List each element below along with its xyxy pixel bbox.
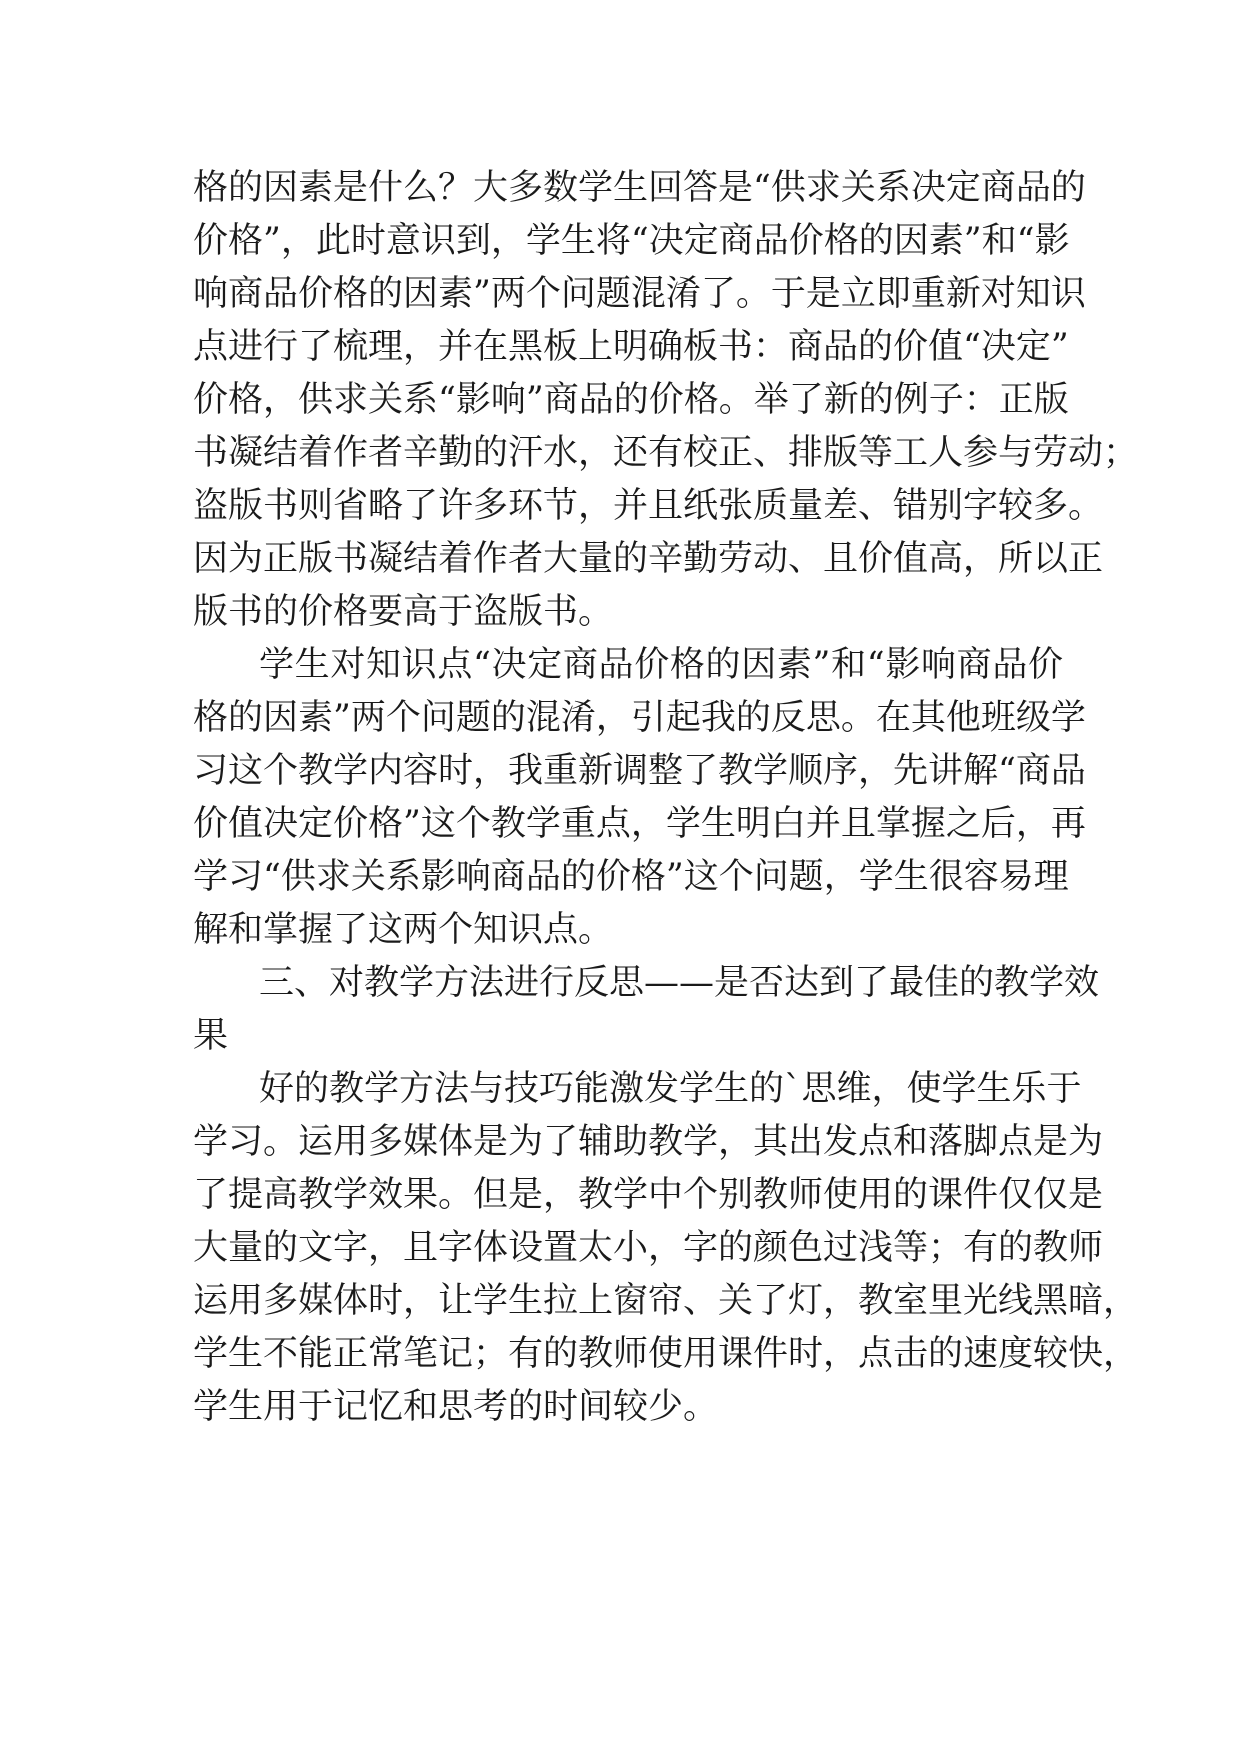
text-line: 价格，供求关系“影响”商品的价格。举了新的例子：正版 (193, 380, 1069, 420)
text-line: 格的因素是什么？大多数学生回答是“供求关系决定商品的 (193, 168, 1086, 208)
text-line: 点进行了梳理，并在黑板上明确板书：商品的价值“决定” (193, 327, 1069, 367)
text-line: 习这个教学内容时，我重新调整了教学顺序，先讲解“商品 (193, 751, 1086, 791)
text-line: 价值决定价格”这个教学重点，学生明白并且掌握之后，再 (193, 804, 1086, 844)
text-line: 响商品价格的因素”两个问题混淆了。于是立即重新对知识 (193, 274, 1086, 314)
text-line: 学习“供求关系影响商品的价格”这个问题，学生很容易理 (193, 857, 1069, 897)
text-line: 大量的文字，且字体设置太小，字的颜色过浅等；有的教师 (193, 1228, 1104, 1268)
section-heading-continued: 果 (193, 1016, 229, 1056)
text-line: 版书的价格要高于盗版书。 (193, 592, 614, 632)
text-line: 运用多媒体时，让学生拉上窗帘、关了灯，教室里光线黑暗， (193, 1281, 1139, 1321)
text-line: 格的因素”两个问题的混淆，引起我的反思。在其他班级学 (193, 698, 1086, 738)
text-line: 盗版书则省略了许多环节，并且纸张质量差、错别字较多。 (193, 486, 1104, 526)
paragraph-first-line: 好的教学方法与技巧能激发学生的`思维，使学生乐于 (259, 1069, 1082, 1109)
text-line: 学生用于记忆和思考的时间较少。 (193, 1387, 719, 1427)
text-line: 书凝结着作者辛勤的汗水，还有校正、排版等工人参与劳动； (193, 433, 1139, 473)
text-line: 价格”，此时意识到，学生将“决定商品价格的因素”和“影 (193, 221, 1070, 261)
section-heading: 三、对教学方法进行反思——是否达到了最佳的教学效 (259, 963, 1100, 1003)
text-line: 了提高教学效果。但是，教学中个别教师使用的课件仅仅是 (193, 1175, 1104, 1215)
paragraph-first-line: 学生对知识点“决定商品价格的因素”和“影响商品价 (259, 645, 1063, 685)
text-line: 学习。运用多媒体是为了辅助教学，其出发点和落脚点是为 (193, 1122, 1104, 1162)
text-line: 学生不能正常笔记；有的教师使用课件时，点击的速度较快， (193, 1334, 1139, 1374)
text-line: 因为正版书凝结着作者大量的辛勤劳动、且价值高，所以正 (193, 539, 1104, 579)
text-line: 解和掌握了这两个知识点。 (193, 910, 614, 950)
